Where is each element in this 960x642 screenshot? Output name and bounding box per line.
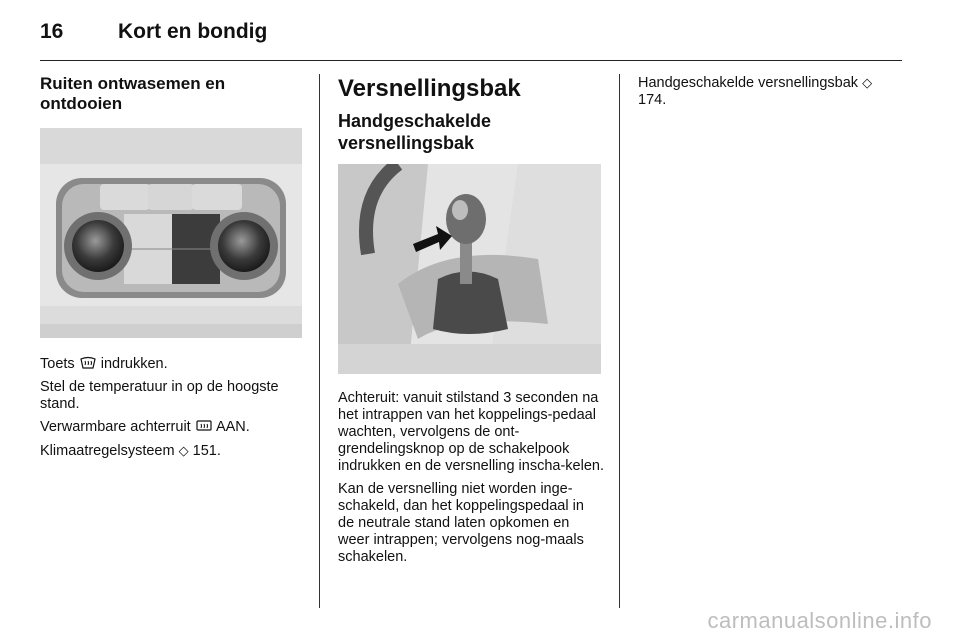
column-reference xyxy=(638,74,902,115)
instruction-press-defrost: Toets indrukken. xyxy=(40,356,168,372)
page-header xyxy=(40,16,902,56)
subheading-manual-gearbox: Handgeschakelde versnellingsbak xyxy=(338,111,492,153)
section-heading-defrost: Ruiten ontwasemen en ontdooien xyxy=(40,74,226,113)
column-defrost xyxy=(40,74,305,466)
instruction-temperature: Stel de temperatuur in op de hoogste stand. xyxy=(40,379,279,412)
windscreen-defrost-icon xyxy=(79,356,97,370)
page-reference-icon: ◇ xyxy=(178,443,189,458)
page-title: Kort en bondig xyxy=(118,20,268,43)
column-gearbox xyxy=(338,74,604,572)
manual-gearbox-reference: Handgeschakelde versnellingsbak ◇ 174. xyxy=(638,75,873,108)
column-divider xyxy=(319,74,320,608)
climate-control-panel-illustration xyxy=(40,128,302,338)
section-heading-gearbox: Versnellingsbak xyxy=(338,75,521,102)
watermark: carmanualsonline.info xyxy=(707,608,932,633)
page-reference-icon: ◇ xyxy=(862,75,873,90)
reverse-gear-instructions: Achteruit: vanuit stilstand 3 seconden na het intrappen van het koppelings-pedaal wachten, vervolgens de ont-grendelingsknop op de schakelpook indrukken en de versnelling inscha-kelen. xyxy=(338,390,604,474)
gear-engage-instructions: Kan de versnelling niet worden inge-schakeld, dan het koppelingspedaal in de neutrale stand laten opkomen en weer intrappen; vervolgens nog-maals schakelen. xyxy=(338,481,584,565)
gear-lever-illustration xyxy=(338,164,601,374)
header-rule xyxy=(40,60,902,61)
page-number: 16 xyxy=(40,20,64,43)
rear-window-heating-icon xyxy=(195,419,213,433)
column-divider xyxy=(619,74,620,608)
climate-reference: Klimaatregelsysteem ◇ 151. xyxy=(40,443,221,459)
instruction-rear-window: Verwarmbare achterruit AAN. xyxy=(40,419,250,435)
